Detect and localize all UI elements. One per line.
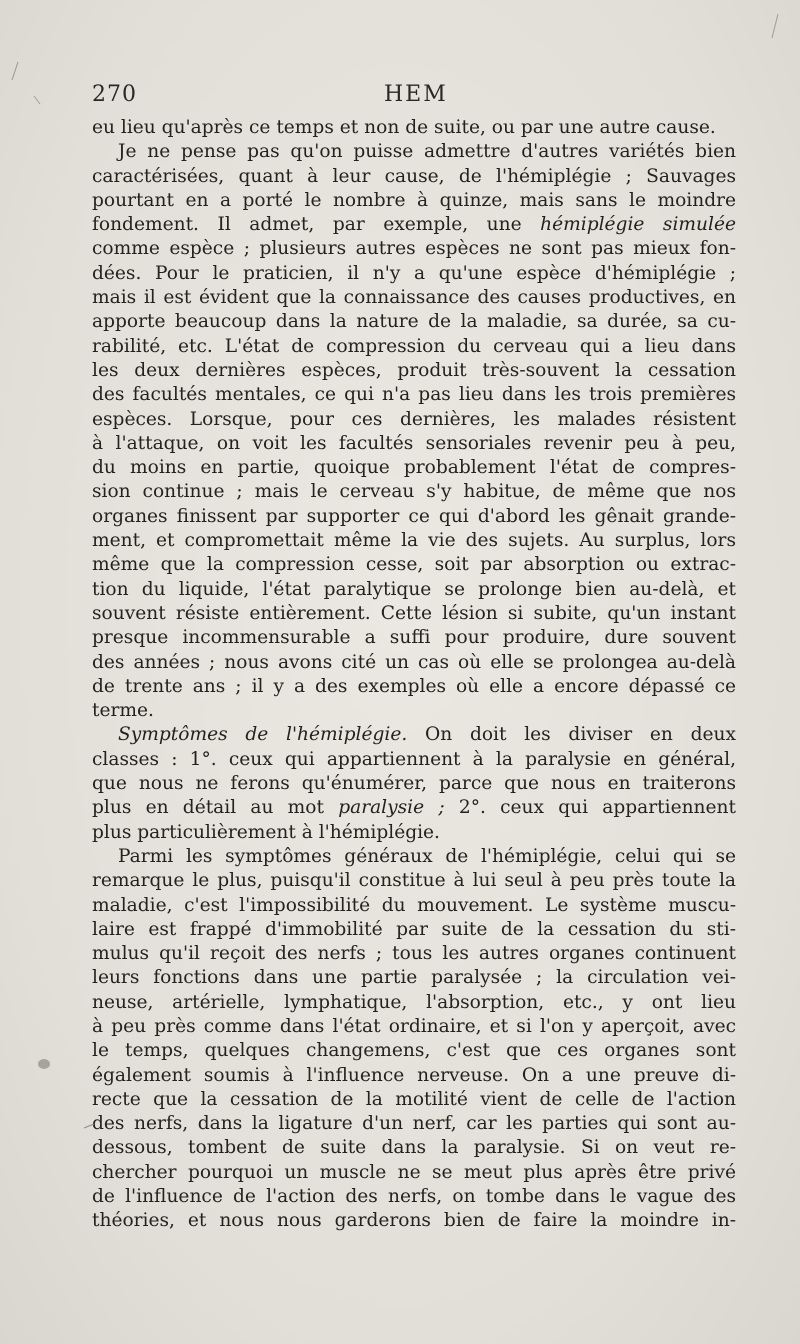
text-line (92, 699, 736, 723)
text-line (92, 286, 736, 310)
text-line (92, 383, 736, 407)
text-line (92, 408, 736, 432)
line-text: plus en détail au mot (92, 797, 324, 819)
text-line (92, 213, 736, 237)
line-text: des facultés mentales, ce qui n'a pas lieu dans les trois premières (92, 384, 736, 406)
text-line (92, 359, 736, 383)
text-line (92, 942, 736, 966)
text-line (92, 1039, 736, 1063)
line-text: sion continue ; mais le cerveau s'y habitue, de même que nos (92, 481, 736, 503)
text-line (92, 140, 736, 164)
text-line (92, 1185, 736, 1209)
text-line (92, 821, 736, 845)
line-text: du moins en partie, quoique probablement l'état de compres- (92, 457, 736, 479)
text-line (92, 578, 736, 602)
line-text: souvent résiste entièrement. Cette lésion si subite, qu'un instant (92, 602, 736, 624)
text-line (92, 1112, 736, 1136)
line-text: eu lieu qu'après ce temps et non de suite, ou par une autre cause. (92, 117, 716, 138)
line-text: à l'attaque, on voit les facultés sensoriales revenir peu à peu, (92, 432, 736, 454)
text-line (92, 772, 736, 796)
text-line (92, 480, 736, 504)
line-text: les deux dernières espèces, produit très-souvent la cessation (92, 359, 736, 381)
line-text: fondement. Il admet, par exemple, une (92, 214, 522, 236)
ink-spot (38, 1059, 50, 1069)
text-line (92, 1015, 736, 1039)
line-text: dessous, tombent de suite dans la paralysie. Si on veut re- (92, 1137, 736, 1159)
text-line (92, 189, 736, 213)
text-line (92, 1209, 736, 1233)
text-line (92, 991, 736, 1015)
line-text: mais il est évident que la connaissance des causes productives, en (92, 287, 736, 309)
line-text: terme. (92, 700, 154, 722)
pencil-mark (12, 62, 18, 80)
line-text: ment, et compromettait même la vie des sujets. Au surplus, lors (92, 530, 736, 552)
text-line (92, 456, 736, 480)
text-line (92, 1064, 736, 1088)
line-text: classes : 1°. ceux qui appartiennent à la paralysie en général, (92, 748, 736, 770)
text-line (92, 651, 736, 675)
page-number: 270 (92, 82, 137, 107)
pencil-mark (34, 96, 40, 104)
line-text: On doit les diviser en deux (424, 724, 736, 746)
text-line (92, 553, 736, 577)
text-line (92, 675, 736, 699)
text-line (92, 505, 736, 529)
italic-term: hémiplégie simulée (540, 214, 736, 236)
text-line (92, 748, 736, 772)
text-line (92, 966, 736, 990)
line-text: leurs fonctions dans une partie paralysée ; la circulation vei- (92, 967, 736, 989)
italic-term: paralysie ; (338, 797, 445, 819)
running-head (92, 82, 736, 112)
text-line (92, 165, 736, 189)
line-text-tail: 2°. ceux qui appartiennent (458, 797, 736, 819)
line-text: théories, et nous nous garderons bien de faire la moindre in- (92, 1210, 736, 1232)
line-text: caractérisées, quant à leur cause, de l'hémiplégie ; Sauvages (92, 165, 736, 187)
line-text: neuse, artérielle, lymphatique, l'absorption, etc., y ont lieu (92, 991, 736, 1013)
text-line (92, 723, 736, 747)
line-text: apporte beaucoup dans la nature de la maladie, sa durée, sa cu- (92, 311, 736, 333)
line-text: à peu près comme dans l'état ordinaire, et si l'on y aperçoit, avec (92, 1015, 736, 1037)
text-line (92, 845, 736, 869)
line-text: le temps, quelques changemens, c'est que ces organes sont (92, 1040, 736, 1062)
header-word: HEM (384, 82, 448, 107)
text-line (92, 335, 736, 359)
line-text: laire est frappé d'immobilité par suite de la cessation du sti- (92, 918, 736, 940)
line-text: maladie, c'est l'impossibilité du mouvement. Le système muscu- (92, 894, 736, 916)
text-line (92, 894, 736, 918)
line-text: pourtant en a porté le nombre à quinze, mais sans le moindre (92, 189, 736, 211)
text-line (92, 262, 736, 286)
line-text: mulus qu'il reçoit des nerfs ; tous les autres organes continuent (92, 943, 736, 965)
text-line (92, 1161, 736, 1185)
text-line (92, 310, 736, 334)
text-line (92, 869, 736, 893)
line-text: presque incommensurable a suffi pour produire, dure souvent (92, 627, 736, 649)
line-text: tion du liquide, l'état paralytique se prolonge bien au-delà, et (92, 578, 736, 600)
line-text: que nous ne ferons qu'énumérer, parce que nous en traiterons (92, 773, 736, 795)
text-line (92, 116, 736, 140)
body-text (92, 116, 736, 1234)
text-line (92, 432, 736, 456)
line-text: même que la compression cesse, soit par absorption ou extrac- (92, 554, 736, 576)
line-text: Parmi les symptômes généraux de l'hémiplégie, celui qui se (118, 845, 736, 867)
line-text: organes finissent par supporter ce qui d'abord les gênait grande- (92, 505, 736, 527)
text-line (92, 529, 736, 553)
text-line (92, 1088, 736, 1112)
text-line (92, 237, 736, 261)
pencil-mark (772, 14, 778, 38)
line-text: des nerfs, dans la ligature d'un nerf, car les parties qui sont au- (92, 1113, 736, 1135)
line-text: remarque le plus, puisqu'il constitue à lui seul à peu près toute la (92, 870, 736, 892)
line-text: des années ; nous avons cité un cas où elle se prolongea au-delà (92, 651, 736, 673)
text-line (92, 1136, 736, 1160)
line-text: espèces. Lorsque, pour ces dernières, les malades résistent (92, 408, 736, 430)
text-line (92, 918, 736, 942)
line-text: Je ne pense pas qu'on puisse admettre d'autres variétés bien (118, 141, 736, 163)
line-text: de trente ans ; il y a des exemples où elle a encore dépassé ce (92, 675, 736, 697)
text-line (92, 602, 736, 626)
line-text: également soumis à l'influence nerveuse. On a une preuve di- (92, 1064, 736, 1086)
text-line (92, 626, 736, 650)
line-text: plus particulièrement à l'hémiplégie. (92, 821, 440, 843)
line-text: chercher pourquoi un muscle ne se meut plus après être privé (92, 1161, 736, 1183)
line-text: dées. Pour le praticien, il n'y a qu'une espèce d'hémiplégie ; (92, 262, 736, 284)
line-text: recte que la cessation de la motilité vient de celle de l'action (92, 1088, 736, 1110)
line-text: rabilité, etc. L'état de compression du cerveau qui a lieu dans (92, 335, 736, 357)
text-line (92, 796, 736, 820)
line-text: de l'influence de l'action des nerfs, on tombe dans le vague des (92, 1186, 736, 1208)
section-heading: Symptômes de l'hémiplégie. (118, 724, 408, 746)
line-text: comme espèce ; plusieurs autres espèces ne sont pas mieux fon- (92, 238, 736, 260)
